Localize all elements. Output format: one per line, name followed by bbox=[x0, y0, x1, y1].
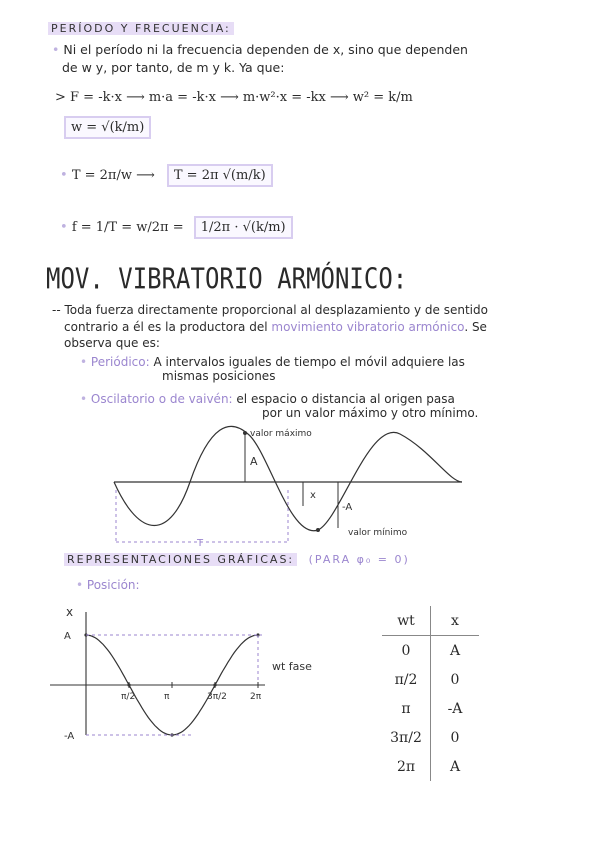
heading-text: PERÍODO Y FRECUENCIA: bbox=[48, 22, 234, 35]
intro-text-1: Ni el período ni la frecuencia dependen de x, sino que dependen bbox=[63, 42, 468, 57]
table-cell: 0 bbox=[450, 671, 460, 688]
intro-line-1 bbox=[52, 42, 468, 57]
section-title-mva: MOV. VIBRATORIO ARMÓNICO: bbox=[46, 262, 408, 296]
mva-para-text-2a: contrario a él es la productora del bbox=[64, 320, 268, 334]
periodic-item bbox=[80, 355, 465, 369]
table-cell: 2π bbox=[382, 752, 431, 781]
x-tick-label: π/2 bbox=[121, 692, 136, 702]
amplitude-label: A bbox=[250, 455, 258, 468]
x-tick-label: 2π bbox=[250, 692, 262, 702]
period-label: T bbox=[197, 538, 204, 549]
table-row bbox=[382, 694, 479, 723]
frequency-lhs: f = 1/T = w/2π = bbox=[71, 220, 184, 235]
table-row bbox=[382, 665, 479, 694]
equation-chain bbox=[55, 90, 413, 105]
table-cell: -A bbox=[447, 700, 463, 717]
mva-para-line-3: observa que es: bbox=[64, 336, 160, 350]
y-axis-label: x bbox=[66, 605, 74, 619]
table-row bbox=[382, 636, 479, 666]
min-point bbox=[316, 528, 320, 532]
y-tick-label: -A bbox=[64, 731, 75, 740]
table-cell: A bbox=[449, 758, 461, 775]
mva-para-line-1 bbox=[52, 303, 488, 317]
neg-amplitude-label: -A bbox=[342, 502, 353, 513]
phase-condition: (PARA φ₀ = 0) bbox=[308, 553, 410, 566]
table-row bbox=[382, 723, 479, 752]
table-cell: π/2 bbox=[382, 665, 431, 694]
section-heading-periodo bbox=[48, 22, 234, 35]
table-header-x: x bbox=[431, 606, 480, 636]
frequency-formula-row bbox=[60, 220, 293, 235]
y-tick-label: A bbox=[64, 631, 71, 642]
intro-line-2: de w y, por tanto, de m y k. Ya que: bbox=[62, 60, 285, 75]
arrow-bullet-icon: > bbox=[55, 90, 71, 105]
bullet-icon: • bbox=[60, 220, 72, 235]
table-header-row bbox=[382, 606, 479, 636]
table-cell: 3π/2 bbox=[382, 723, 431, 752]
periodic-label: Periódico: bbox=[90, 355, 150, 369]
mva-para-text-1: Toda fuerza directamente proporcional al desplazamiento y de sentido bbox=[64, 303, 488, 317]
oscillatory-item bbox=[80, 392, 455, 406]
position-item bbox=[76, 578, 140, 592]
max-point bbox=[243, 431, 247, 435]
x-tick-label: π bbox=[164, 692, 170, 702]
mva-highlight-term: movimiento vibratorio armónico bbox=[271, 320, 465, 334]
frequency-formula-box: 1/2π · √(k/m) bbox=[194, 216, 293, 239]
table-header-wt: wt bbox=[382, 606, 431, 636]
period-formula-box: T = 2π √(m/k) bbox=[167, 164, 273, 187]
oscillatory-text-1: el espacio o distancia al origen pasa bbox=[236, 392, 455, 406]
displacement-label: x bbox=[310, 490, 316, 501]
bullet-icon: • bbox=[80, 355, 91, 369]
mva-para-text-2b: . Se bbox=[464, 320, 487, 334]
table-cell: 0 bbox=[450, 729, 460, 746]
table-cell: π bbox=[382, 694, 431, 723]
oscillatory-label: Oscilatorio o de vaivén: bbox=[90, 392, 233, 406]
value-table bbox=[382, 606, 479, 781]
section-heading-graficas bbox=[64, 553, 410, 566]
bullet-icon: • bbox=[60, 168, 72, 183]
periodic-text-1: A intervalos iguales de tiempo el móvil adquiere las bbox=[153, 355, 465, 369]
table-row bbox=[382, 752, 479, 781]
omega-formula-box: w = √(k/m) bbox=[64, 116, 151, 139]
position-chart bbox=[40, 600, 340, 740]
period-formula-row bbox=[60, 168, 273, 183]
bullet-icon: • bbox=[76, 578, 87, 592]
wave-diagram bbox=[100, 420, 480, 550]
graficas-heading-text: REPRESENTACIONES GRÁFICAS: bbox=[64, 553, 297, 566]
mva-para-line-2 bbox=[64, 320, 487, 334]
bullet-icon: • bbox=[52, 42, 64, 57]
max-label: valor máximo bbox=[250, 429, 312, 439]
dash-bullet: -- bbox=[52, 303, 65, 317]
oscillatory-text-2: por un valor máximo y otro mínimo. bbox=[262, 406, 479, 420]
table-cell: A bbox=[449, 642, 461, 659]
period-lhs: T = 2π/w ⟶ bbox=[71, 168, 155, 183]
value-table-wrapper bbox=[382, 606, 479, 781]
bullet-icon: • bbox=[80, 392, 91, 406]
position-label: Posición: bbox=[86, 578, 140, 592]
x-tick-label: 3π/2 bbox=[207, 692, 227, 702]
equation-chain-text: F = -k·x ⟶ m·a = -k·x ⟶ m·w²·x = -kx ⟶ w² = k/m bbox=[70, 90, 413, 105]
x-axis-label: wt fase bbox=[272, 660, 312, 673]
periodic-text-2: mismas posiciones bbox=[162, 369, 276, 383]
min-label: valor mínimo bbox=[348, 528, 408, 538]
table-cell: 0 bbox=[382, 636, 431, 666]
